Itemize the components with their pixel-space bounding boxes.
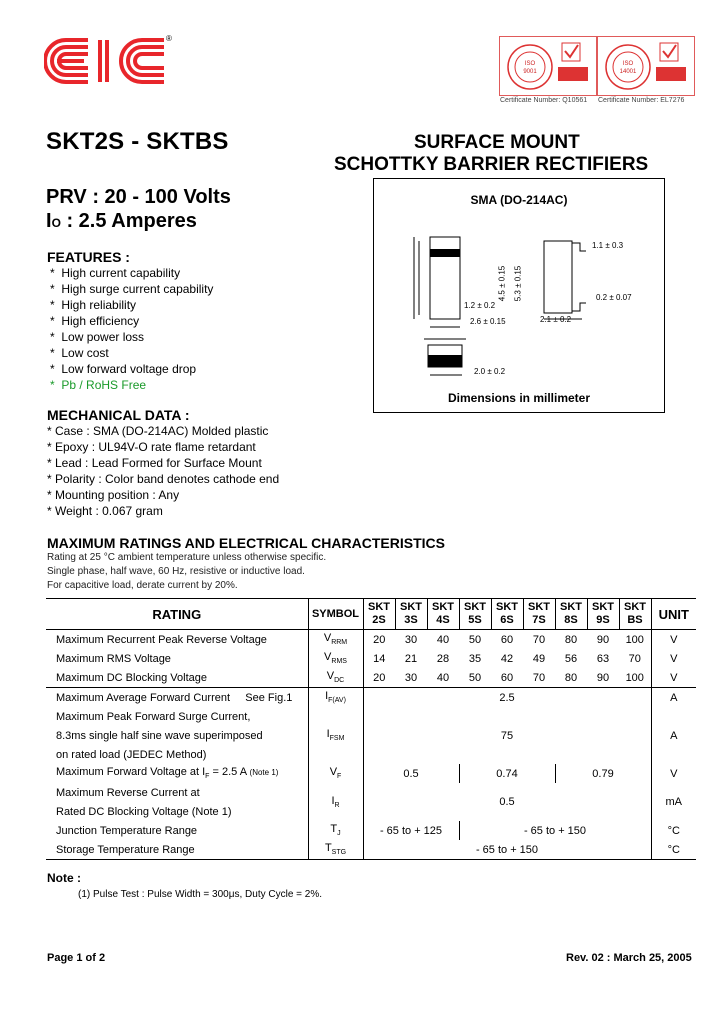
- dim-label: 1.1 ± 0.3: [592, 241, 624, 250]
- cell: 42: [500, 652, 514, 665]
- cell: 70: [619, 649, 651, 668]
- col-rating-header: RATING: [46, 599, 308, 630]
- part-header: SKT 6S: [491, 599, 523, 630]
- io-spec: IO : 2.5 Amperes: [46, 210, 197, 232]
- list-item: * High surge current capability: [50, 282, 214, 296]
- list-item: * Mounting position : Any: [47, 488, 180, 502]
- row-symbol: $V_{DC}$: [308, 668, 363, 688]
- row-label: Maximum Recurrent Peak Reverse Voltage: [46, 630, 308, 650]
- cell: 60: [500, 633, 514, 646]
- list-item: * Weight : 0.067 gram: [47, 504, 163, 518]
- rating-note-2: Single phase, half wave, 60 Hz, resistive or inductive load.: [47, 566, 305, 577]
- ratings-table: [46, 598, 696, 860]
- table-row-vrms: [46, 649, 696, 668]
- row-symbol: $V_F$: [308, 764, 363, 783]
- table-row-tj: [46, 821, 696, 840]
- cell: 0.74: [459, 764, 555, 783]
- mechanical-heading: MECHANICAL DATA :: [47, 407, 190, 423]
- row-symbol: $T_{STG}$: [308, 840, 363, 860]
- dim-label: 1.2 ± 0.2: [464, 301, 496, 310]
- cert-number-1: Certificate Number: Q10561: [500, 97, 588, 104]
- table-row-ir-1: [46, 783, 696, 802]
- package-caption: Dimensions in millimeter: [447, 391, 591, 405]
- cell: 21: [404, 652, 418, 665]
- mechanical-list: [47, 423, 279, 519]
- row-symbol: $I_{F(AV)}$: [308, 688, 363, 708]
- list-item: * High current capability: [50, 266, 181, 280]
- part-header: SKT 2S: [363, 599, 395, 630]
- cell: 80: [564, 633, 578, 646]
- list-item: * Polarity : Color band denotes cathode end: [47, 472, 280, 486]
- row-label: Maximum RMS Voltage: [46, 649, 308, 668]
- iso14001-seal-icon: [598, 37, 694, 95]
- rating-note-3: For capacitive load, derate current by 20%.: [47, 580, 238, 591]
- table-row-tstg: [46, 840, 696, 860]
- note-heading: Note :: [47, 871, 81, 885]
- row-unit: °C: [651, 840, 696, 860]
- cell: 28: [436, 652, 450, 665]
- cell: 0.79: [555, 764, 651, 783]
- col-symbol-header: SYMBOL: [308, 599, 363, 630]
- list-item: * Case : SMA (DO-214AC) Molded plastic: [47, 424, 269, 438]
- dim-label: 4.5 ± 0.15: [497, 265, 507, 302]
- note-text: (1) Pulse Test : Pulse Width = 300μs, Duty Cycle = 2%.: [78, 889, 323, 900]
- part-header: SKT 8S: [555, 599, 587, 630]
- cell: 50: [459, 668, 491, 688]
- row-label: 8.3ms single half sine wave superimposed: [46, 726, 308, 745]
- cell: 35: [468, 652, 482, 665]
- row-unit: mA: [665, 796, 682, 808]
- dim-label: 2.6 ± 0.15: [470, 317, 506, 326]
- row-symbol: $T_J$: [308, 821, 363, 840]
- row-label: Maximum Forward Voltage at $I_F = 2.5$ A (Note 1): [46, 764, 308, 783]
- cell: 50: [468, 633, 482, 646]
- cell: 100: [619, 630, 651, 650]
- cell: 30: [395, 668, 427, 688]
- package-drawing-box: [373, 178, 665, 413]
- cert-number-2: Certificate Number: EL7276: [598, 97, 685, 104]
- row-label: Maximum Average Forward Current See Fig.1: [46, 688, 308, 708]
- row-symbol: $I_{FSM}$: [308, 707, 363, 764]
- list-item: * Low cost: [50, 346, 109, 360]
- cell: 40: [436, 633, 450, 646]
- subtitle-line2: SCHOTTKY BARRIER RECTIFIERS: [334, 154, 649, 175]
- cell: 70: [532, 633, 546, 646]
- dim-label: 2.0 ± 0.2: [474, 367, 506, 376]
- dim-label: 0.2 ± 0.07: [596, 293, 632, 302]
- cell: 56: [564, 652, 578, 665]
- row-label: Storage Temperature Range: [46, 840, 308, 860]
- table-row-ifav: [46, 688, 696, 708]
- row-unit: V: [670, 633, 678, 646]
- part-header: SKT 4S: [427, 599, 459, 630]
- svg-text:14001: 14001: [619, 69, 637, 75]
- cell: 20: [373, 633, 386, 646]
- row-symbol: $V_{RMS}$: [308, 649, 363, 668]
- part-header: SKT BS: [619, 599, 651, 630]
- cell: 30: [404, 633, 418, 646]
- cell: 70: [523, 668, 555, 688]
- list-item: * Epoxy : UL94V-O rate flame retardant: [47, 440, 256, 454]
- row-label: Junction Temperature Range: [46, 821, 308, 840]
- row-unit: A: [670, 729, 678, 742]
- cell: - 65 to + 150: [459, 821, 651, 840]
- row-label: on rated load (JEDEC Method): [46, 745, 308, 764]
- list-item-rohs: * Pb / RoHS Free: [50, 378, 147, 392]
- row-symbol: $I_R$: [308, 783, 363, 821]
- page-number: Page 1 of 2: [47, 952, 106, 964]
- table-row-vf: [46, 764, 696, 783]
- table-row-ifsm-1: [46, 707, 696, 726]
- list-item: * High reliability: [50, 298, 137, 312]
- cell: 14: [373, 652, 386, 665]
- row-label: Maximum DC Blocking Voltage: [46, 668, 308, 688]
- cell: 2.5: [363, 688, 651, 708]
- cell: 0.5: [363, 783, 651, 821]
- dim-label: 5.3 ± 0.15: [513, 265, 523, 302]
- svg-text:9001: 9001: [523, 69, 537, 75]
- cell: 40: [427, 668, 459, 688]
- part-header: SKT 5S: [459, 599, 491, 630]
- part-header: SKT 9S: [587, 599, 619, 630]
- list-item: * Low forward voltage drop: [50, 362, 197, 376]
- part-header: SKT 3S: [395, 599, 427, 630]
- cell: - 65 to + 150: [363, 840, 651, 860]
- row-symbol: $V_{RRM}$: [308, 630, 363, 650]
- list-item: * Low power loss: [50, 330, 145, 344]
- row-unit: V: [670, 652, 678, 665]
- row-unit: °C: [667, 824, 680, 837]
- cell: 75: [363, 707, 651, 764]
- rating-note-1: Rating at 25 °C ambient temperature unless otherwise specific.: [47, 552, 327, 563]
- iso9001-cert-badge: [499, 36, 597, 96]
- features-heading: FEATURES :: [47, 249, 130, 265]
- cell: 100: [619, 668, 651, 688]
- cell: 0.5: [363, 764, 459, 783]
- registered-mark: ®: [166, 34, 172, 43]
- cell: 60: [491, 668, 523, 688]
- subtitle-line1: SURFACE MOUNT: [414, 132, 580, 153]
- list-item: * Lead : Lead Formed for Surface Mount: [47, 456, 262, 470]
- iso14001-cert-badge: [597, 36, 695, 96]
- part-header: SKT 7S: [523, 599, 555, 630]
- row-label: Rated DC Blocking Voltage (Note 1): [46, 802, 308, 821]
- eic-logo: [44, 34, 174, 88]
- cell: 90: [596, 633, 610, 646]
- row-label: Maximum Reverse Current at: [46, 783, 308, 802]
- iso9001-seal-icon: [500, 37, 596, 95]
- table-row-vrrm: [46, 630, 696, 650]
- row-label: Maximum Peak Forward Surge Current,: [46, 707, 308, 726]
- dim-label: 2.1 ± 0.2: [540, 315, 572, 324]
- cell: 20: [363, 668, 395, 688]
- page-title: SKT2S - SKTBS: [46, 128, 229, 155]
- col-unit-header: UNIT: [651, 599, 696, 630]
- cell: 90: [587, 668, 619, 688]
- svg-text:ISO: ISO: [524, 61, 536, 67]
- revision-date: Rev. 02 : March 25, 2005: [566, 952, 692, 964]
- row-unit: V: [670, 767, 678, 780]
- cell: 80: [555, 668, 587, 688]
- row-unit: V: [651, 668, 696, 688]
- prv-spec: PRV : 20 - 100 Volts: [46, 186, 231, 208]
- cell: 63: [596, 652, 610, 665]
- svg-text:ISO: ISO: [622, 61, 634, 67]
- table-header-row: [46, 599, 696, 630]
- cell: 49: [532, 652, 546, 665]
- cell: - 65 to + 125: [363, 821, 459, 840]
- features-list: [50, 265, 213, 393]
- ratings-heading: MAXIMUM RATINGS AND ELECTRICAL CHARACTERISTICS: [47, 535, 445, 551]
- row-unit: A: [670, 691, 678, 704]
- table-row-vdc: [46, 668, 696, 688]
- package-title: SMA (DO-214AC): [470, 193, 568, 207]
- list-item: * High efficiency: [50, 314, 140, 328]
